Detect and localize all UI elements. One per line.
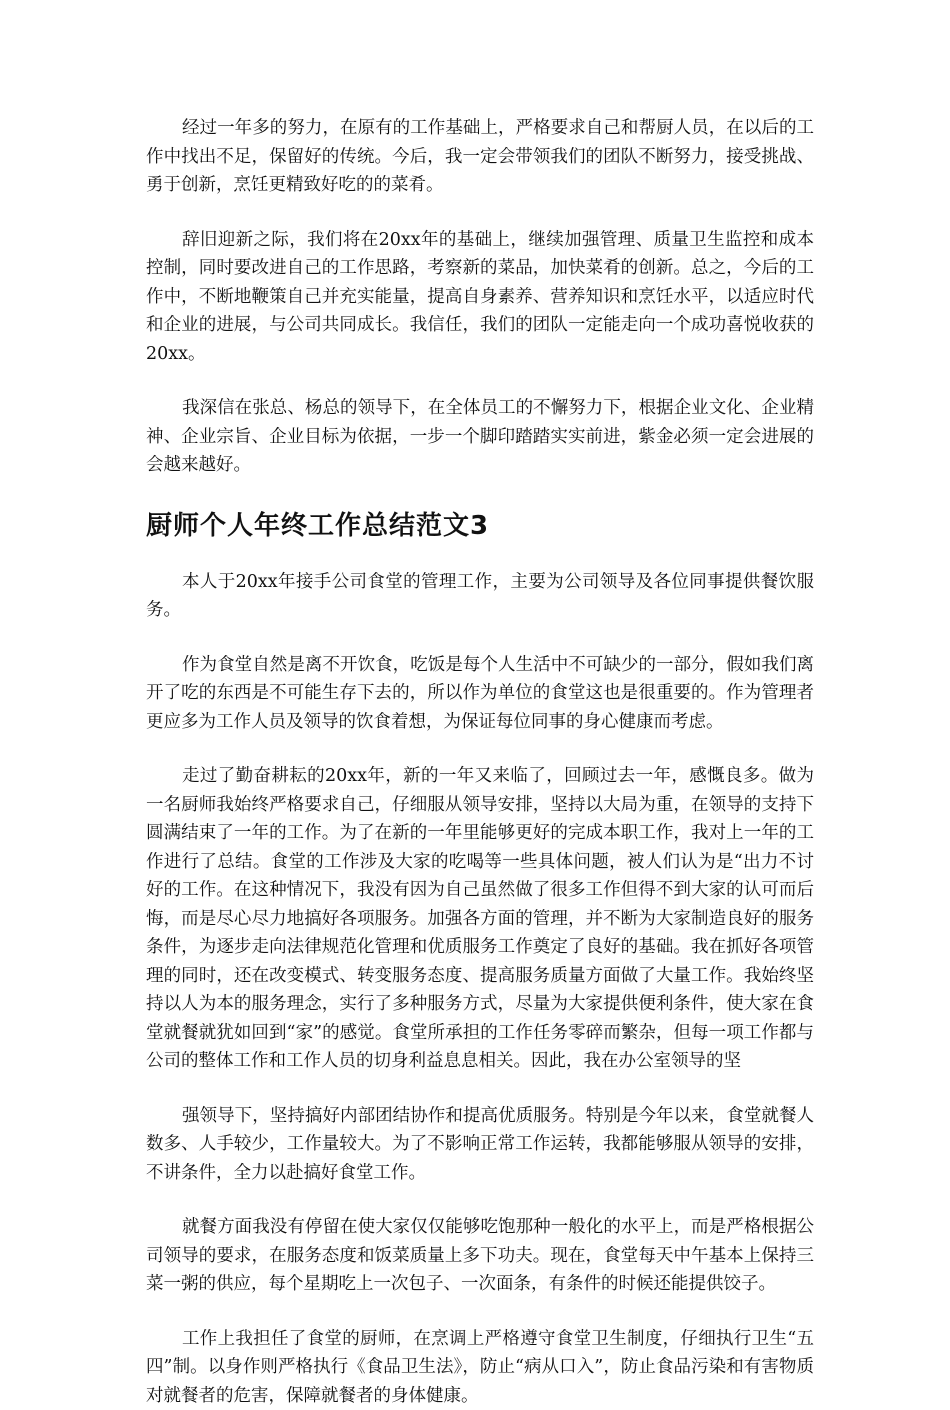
paragraph: 本人于20xx年接手公司食堂的管理工作，主要为公司领导及各位同事提供餐饮服务。 bbox=[146, 568, 814, 625]
paragraph: 工作上我担任了食堂的厨师，在烹调上严格遵守食堂卫生制度，仔细执行卫生“五四”制。以身作则严格执行《食品卫生法》，防止“病从口入”，防止食品污染和有害物质对就餐者的危害，保障就餐者的身体健康。 bbox=[146, 1325, 814, 1410]
section-title: 厨师个人年终工作总结范文3 bbox=[146, 508, 814, 544]
paragraph: 辞旧迎新之际，我们将在20xx年的基础上，继续加强管理、质量卫生监控和成本控制，同时要改进自己的工作思路，考察新的菜品，加快菜肴的创新。总之，今后的工作中，不断地鞭策自己并充实能量，提高自身素养、营养知识和烹饪水平，以适应时代和企业的进展，与公司共同成长。我信任，我们的团队一定能走向一个成功喜悦收获的20xx。 bbox=[146, 226, 814, 369]
paragraph: 经过一年多的努力，在原有的工作基础上，严格要求自己和帮厨人员，在以后的工作中找出不足，保留好的传统。今后，我一定会带领我们的团队不断努力，接受挑战、勇于创新，烹饪更精致好吃的的菜肴。 bbox=[146, 114, 814, 200]
paragraph: 我深信在张总、杨总的领导下，在全体员工的不懈努力下，根据企业文化、企业精神、企业宗旨、企业目标为依据，一步一个脚印踏踏实实前进，紫金必须一定会进展的会越来越好。 bbox=[146, 394, 814, 480]
paragraph: 走过了勤奋耕耘的20xx年，新的一年又来临了，回顾过去一年，感慨良多。做为一名厨师我始终严格要求自己，仔细服从领导安排，坚持以大局为重，在领导的支持下圆满结束了一年的工作。为了在新的一年里能够更好的完成本职工作，我对上一年的工作进行了总结。食堂的工作涉及大家的吃喝等一些具体问题，被人们认为是“出力不讨好的工作。在这种情况下，我没有因为自己虽然做了很多工作但得不到大家的认可而后悔，而是尽心尽力地搞好各项服务。加强各方面的管理，并不断为大家制造良好的服务条件，为逐步走向法律规范化管理和优质服务工作奠定了良好的基础。我在抓好各项管理的同时，还在改变模式、转变服务态度、提高服务质量方面做了大量工作。我始终坚持以人为本的服务理念，实行了多种服务方式，尽量为大家提供便利条件，使大家在食堂就餐就犹如回到“家”的感觉。食堂所承担的工作任务零碎而繁杂，但每一项工作都与公司的整体工作和工作人员的切身利益息息相关。因此，我在办公室领导的坚 bbox=[146, 762, 814, 1076]
paragraph: 就餐方面我没有停留在使大家仅仅能够吃饱那种一般化的水平上，而是严格根据公司领导的要求，在服务态度和饭菜质量上多下功夫。现在，食堂每天中午基本上保持三菜一粥的供应，每个星期吃上一次包子、一次面条，有条件的时候还能提供饺子。 bbox=[146, 1213, 814, 1299]
paragraph: 作为食堂自然是离不开饮食，吃饭是每个人生活中不可缺少的一部分，假如我们离开了吃的东西是不可能生存下去的，所以作为单位的食堂这也是很重要的。作为管理者更应多为工作人员及领导的饮食着想，为保证每位同事的身心健康而考虑。 bbox=[146, 651, 814, 737]
document-page bbox=[146, 114, 814, 1410]
paragraph: 强领导下，坚持搞好内部团结协作和提高优质服务。特别是今年以来，食堂就餐人数多、人手较少，工作量较大。为了不影响正常工作运转，我都能够服从领导的安排，不讲条件，全力以赴搞好食堂工作。 bbox=[146, 1102, 814, 1188]
